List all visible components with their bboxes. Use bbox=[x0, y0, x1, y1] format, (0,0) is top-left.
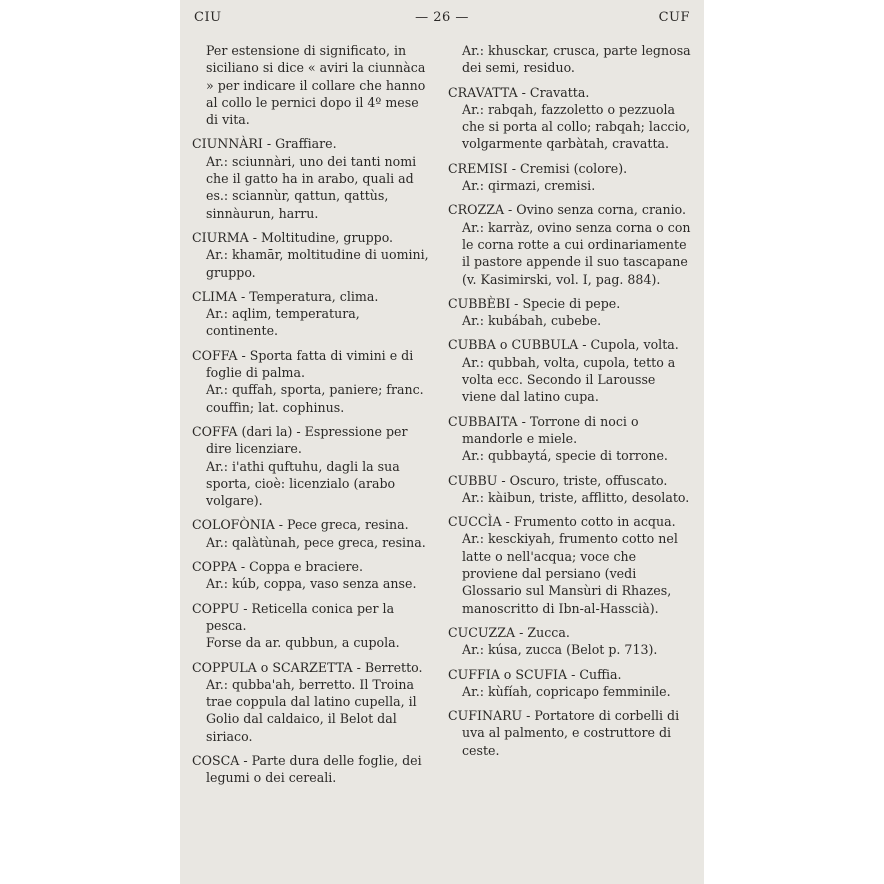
entry-body: Ar.: quffah, sporta, paniere; franc. couffin; lat. cophinus. bbox=[206, 382, 424, 415]
entry-cubbu bbox=[448, 472, 693, 507]
entry-body: Ar.: kesckiyah, frumento cotto nel latte o nell'acqua; voce che proviene dal persiano (vedi Glossario sul Mansùri di Rhazes, manoscritto di Ibn-al-Hasscià). bbox=[462, 531, 678, 616]
entry-headword: COPPA - Coppa e braciere. bbox=[192, 559, 364, 575]
entry-body: Ar.: qalàtùnah, pece greca, resina. bbox=[206, 534, 426, 550]
entry-headword: CROZZA - Ovino senza corna, cranio. bbox=[448, 202, 687, 218]
entry-body: Ar.: qirmazi, cremisi. bbox=[462, 178, 596, 194]
entry-headword: CREMISI - Cremisi (colore). bbox=[448, 160, 628, 176]
entry-body: Ar.: i'athi quftuhu, dagli la sua sporta, cioè: licenzialo (arabo volgare). bbox=[206, 458, 400, 509]
entry-body: Ar.: sciunnàri, uno dei tanti nomi che il gatto ha in arabo, quali ad es.: sciannùr, qattun, qattùs, sinnàurun, harru. bbox=[206, 153, 417, 221]
entry-body: Forse da ar. qubbun, a cupola. bbox=[206, 635, 400, 651]
entry-body: Ar.: kúsa, zucca (Belot p. 713). bbox=[462, 642, 658, 658]
entry-body: Ar.: qubbaytá, specie di torrone. bbox=[462, 448, 668, 464]
entry-cravatta bbox=[448, 84, 693, 153]
entry-body: Ar.: qubbah, volta, cupola, tetto a volta ecc. Secondo il Larousse viene dal latino cupa. bbox=[462, 354, 676, 405]
entry-cuffia bbox=[448, 666, 693, 701]
header-right-guide-word: CUF bbox=[658, 10, 690, 25]
left-column bbox=[192, 42, 432, 794]
entry-body: Ar.: kubábah, cubebe. bbox=[462, 313, 602, 329]
entry-headword: COSCA - Parte dura delle foglie, dei legumi o dei cereali. bbox=[192, 752, 422, 786]
entry-crozza bbox=[448, 201, 693, 287]
entry-coppu bbox=[192, 600, 432, 652]
entry-headword: COPPU - Reticella conica per la pesca. bbox=[192, 600, 395, 633]
entry-cubbebi bbox=[448, 295, 693, 330]
entry-continuation bbox=[192, 42, 432, 128]
entry-ciunnari bbox=[192, 135, 432, 221]
entry-coppula bbox=[192, 659, 432, 745]
entry-cucuzza bbox=[448, 624, 693, 659]
entry-headword: CUCUZZA - Zucca. bbox=[448, 624, 570, 640]
entry-headword: CUBBÈBI - Specie di pepe. bbox=[448, 295, 621, 311]
entry-body: Ar.: kúb, coppa, vaso senza anse. bbox=[206, 576, 417, 592]
entry-body: Ar.: aqlim, temperatura, continente. bbox=[206, 306, 360, 339]
entry-cuccia bbox=[448, 513, 693, 617]
page-number: — 26 — bbox=[415, 10, 469, 25]
entry-body: Ar.: kùfíah, copricapo femminile. bbox=[462, 683, 671, 699]
entry-clima bbox=[192, 288, 432, 340]
entry-body: Ar.: rabqah, fazzoletto o pezzuola che si porta al collo; rabqah; laccio, volgarmente qarbàtah, cravatta. bbox=[462, 101, 691, 152]
entry-body: Ar.: qubba'ah, berretto. Il Troina trae coppula dal latino cupella, il Golio dal caldaico, il Belot dal siriaco. bbox=[206, 676, 417, 744]
entry-body: Ar.: kàibun, triste, afflitto, desolato. bbox=[462, 489, 690, 505]
entry-headword: COFFA - Sporta fatta di vimini e di foglie di palma. bbox=[192, 347, 414, 381]
entry-cubbaita bbox=[448, 413, 693, 465]
dictionary-page bbox=[180, 0, 704, 884]
entry-body: Per estensione di significato, in siciliano si dice « aviri la ciunnàca » per indicare il collare che hanno al collo le pernici dopo il 4º mese di vita. bbox=[206, 43, 426, 128]
entry-headword: CUCCÌA - Frumento cotto in acqua. bbox=[448, 514, 676, 530]
entry-headword: COFFA (dari la) - Espressione per dire licenziare. bbox=[192, 423, 408, 457]
entry-body: Ar.: khamār, moltitudine di uomini, gruppo. bbox=[206, 247, 429, 280]
entry-headword: CIUNNÀRI - Graffiare. bbox=[192, 136, 337, 152]
entry-headword: CUBBA o CUBBULA - Cupola, volta. bbox=[448, 337, 679, 353]
header-left-guide-word: CIU bbox=[194, 10, 222, 25]
entry-cufinaru bbox=[448, 707, 693, 759]
entry-coppa bbox=[192, 558, 432, 593]
entry-body: Ar.: khusckar, crusca, parte legnosa dei semi, residuo. bbox=[462, 43, 691, 76]
entry-headword: CRAVATTA - Cravatta. bbox=[448, 84, 590, 100]
entry-headword: CUBBAITA - Torrone di noci o mandorle e miele. bbox=[448, 413, 639, 446]
entry-headword: COPPULA o SCARZETTA - Berretto. bbox=[192, 659, 423, 675]
entry-continuation bbox=[448, 42, 693, 77]
entry-headword: CUFINARU - Portatore di corbelli di uva al palmento, e costruttore di ceste. bbox=[448, 708, 680, 758]
entry-headword: CUBBU - Oscuro, triste, offuscato. bbox=[448, 472, 668, 488]
entry-colofonia bbox=[192, 516, 432, 551]
entry-coffa-dari-la bbox=[192, 423, 432, 509]
entry-headword: CIURMA - Moltitudine, gruppo. bbox=[192, 229, 394, 245]
entry-headword: COLOFÒNIA - Pece greca, resina. bbox=[192, 517, 409, 533]
entry-coffa bbox=[192, 347, 432, 416]
entry-cosca bbox=[192, 752, 432, 787]
entry-ciurma bbox=[192, 229, 432, 281]
entry-headword: CLIMA - Temperatura, clima. bbox=[192, 288, 379, 304]
running-head bbox=[194, 10, 690, 30]
entry-cremisi bbox=[448, 160, 693, 195]
entry-body: Ar.: karràz, ovino senza corna o con le corna rotte a cui ordinariamente il pastore appende il suo tascapane (v. Kasimirski, vol. I, pag. 884). bbox=[462, 219, 691, 287]
entry-headword: CUFFIA o SCUFIA - Cuffia. bbox=[448, 666, 622, 682]
entry-cubba bbox=[448, 336, 693, 405]
right-column bbox=[448, 42, 693, 766]
